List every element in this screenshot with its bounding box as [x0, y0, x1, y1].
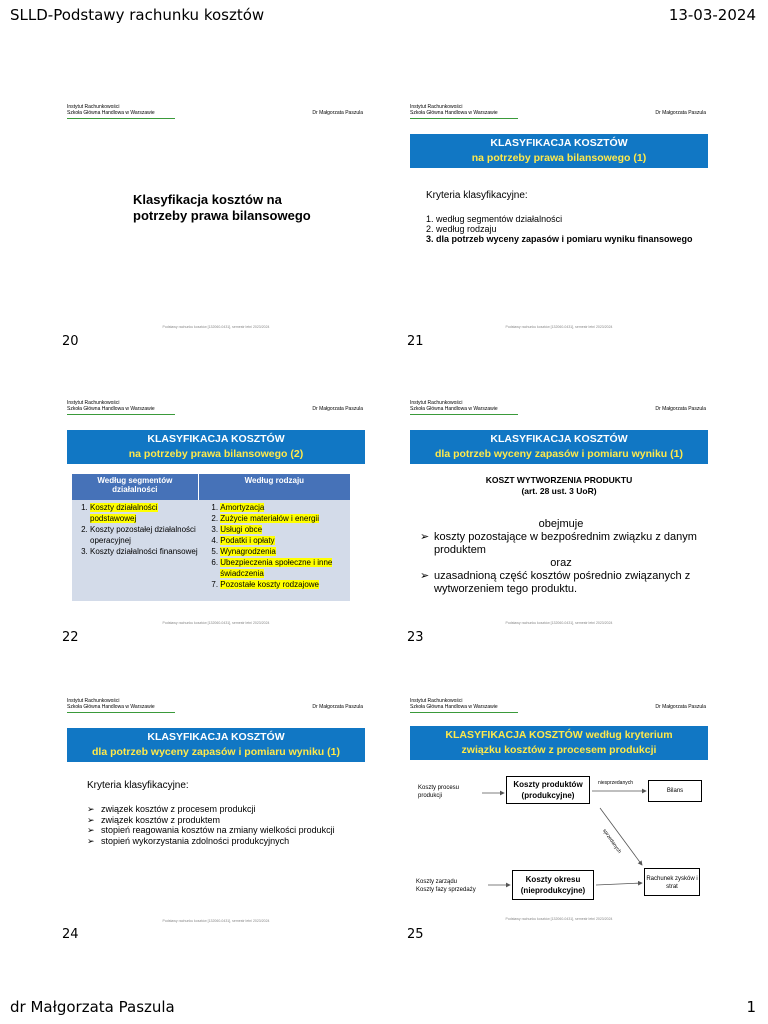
institute-label: Instytut Rachunkowości Szkoła Główna Handlowa w Warszawie: [67, 698, 155, 710]
green-divider: [410, 118, 518, 119]
institute-label: Instytut Rachunkowości Szkoła Główna Handlowa w Warszawie: [410, 400, 498, 412]
slide-23: [410, 400, 708, 625]
document-header-title: SLLD-Podstawy rachunku kosztów: [10, 6, 265, 24]
slide-number: 23: [407, 630, 424, 645]
author-label: Dr Małgorzata Paszula: [655, 110, 706, 116]
slide-footer: Podstawy rachunku kosztów [132060-0431], semestr letni 2023/2024: [505, 325, 613, 329]
slide-footer: Podstawy rachunku kosztów [132060-0431], semestr letni 2023/2024: [162, 621, 270, 625]
green-divider: [67, 118, 175, 119]
author-label: Dr Małgorzata Paszula: [312, 406, 363, 412]
slide-number: 22: [62, 630, 79, 645]
management-costs-label: Koszty zarządu Koszty fazy sprzedaży: [416, 879, 476, 893]
definition-body: obejmuje ➢ koszty pozostające w bezpośrednim związku z danym produktem oraz ➢ uzasadnioną część kosztów pośrednio związanych z wytworzeniem tego produktu.: [420, 518, 702, 596]
sold-label: sprzedanych: [601, 828, 623, 855]
author-label: Dr Małgorzata Paszula: [312, 704, 363, 710]
author-label: Dr Małgorzata Paszula: [655, 406, 706, 412]
slide-24: [67, 698, 365, 923]
institute-label: Instytut Rachunkowości Szkoła Główna Handlowa w Warszawie: [410, 104, 498, 116]
slide-21: [410, 104, 708, 329]
document-header-date: 13-03-2024: [668, 6, 756, 24]
slide-footer: Podstawy rachunku kosztów [132060-0431], semestr letni 2023/2024: [162, 919, 270, 923]
slide-lead: Kryteria klasyfikacyjne:: [426, 190, 528, 201]
slide-footer: Podstawy rachunku kosztów [132060-0431], semestr letni 2023/2024: [162, 325, 270, 329]
criteria-list: 1. według segmentów działalności 2. według rodzaju 3. dla potrzeb wyceny zapasów i pomiaru wyniku finansowego: [426, 214, 693, 244]
document-page-number: 1: [746, 998, 756, 1016]
period-costs-box: Koszty okresu (nieprodukcyjne): [512, 870, 594, 900]
document-footer-author: dr Małgorzata Paszula: [10, 998, 175, 1016]
income-statement-box: Rachunek zysków i strat: [644, 868, 700, 896]
institute-label: Instytut Rachunkowości Szkoła Główna Handlowa w Warszawie: [67, 104, 155, 116]
slide-number: 21: [407, 334, 424, 349]
slide-footer: Podstawy rachunku kosztów [132060-0431], semestr letni 2023/2024: [505, 917, 613, 921]
slide-footer: Podstawy rachunku kosztów [132060-0431], semestr letni 2023/2024: [505, 621, 613, 625]
slide-title: Klasyfikacja kosztów na potrzeby prawa bilansowego: [133, 192, 311, 223]
types-list: 1. Amortyzacja 2. Zużycie materiałów i energii 3. Usługi obce 4. Podatki i opłaty 5. Wynagrodzenia 6. Ubezpieczenia społeczne i inne świadczenia 7. Pozostałe koszty rodzajowe: [206, 502, 350, 590]
criteria-list: ➢ związek kosztów z procesem produkcji ➢ związek kosztów z produktem ➢ stopień reagowania kosztów na zmiany wielkości produkcji ➢ stopień wykorzystania zdolności produkcyjnych: [87, 804, 347, 846]
green-divider: [410, 414, 518, 415]
definition-heading: KOSZT WYTWORZENIA PRODUKTU (art. 28 ust. 3 UoR): [485, 475, 633, 496]
slide-banner: KLASYFIKACJA KOSZTÓW dla potrzeb wyceny zapasów i pomiaru wyniku (1): [410, 430, 708, 464]
slide-banner: KLASYFIKACJA KOSZTÓW na potrzeby prawa bilansowego (1): [410, 134, 708, 168]
balance-box: Bilans: [648, 780, 702, 802]
slide-banner: KLASYFIKACJA KOSZTÓW na potrzeby prawa bilansowego (2): [67, 430, 365, 464]
institute-label: Instytut Rachunkowości Szkoła Główna Handlowa w Warszawie: [67, 400, 155, 412]
process-costs-label: Koszty procesu produkcji: [418, 785, 460, 799]
author-label: Dr Małgorzata Paszula: [655, 704, 706, 710]
classification-table: [72, 474, 350, 601]
slide-25: [410, 698, 708, 923]
slide-number: 24: [62, 927, 79, 942]
table-header: Według segmentów działalności Według rodzaju: [72, 474, 350, 500]
slide-banner: KLASYFIKACJA KOSZTÓW dla potrzeb wyceny zapasów i pomiaru wyniku (1): [67, 728, 365, 762]
author-label: Dr Małgorzata Paszula: [312, 110, 363, 116]
green-divider: [67, 712, 175, 713]
slide-lead: Kryteria klasyfikacyjne:: [87, 780, 189, 791]
product-costs-box: Koszty produktów (produkcyjne): [506, 776, 590, 804]
slide-banner: KLASYFIKACJA KOSZTÓW według kryterium związku kosztów z procesem produkcji: [410, 726, 708, 760]
arrow-period-to-income: [596, 883, 642, 885]
slide-20: [67, 104, 365, 329]
unsold-label: niesprzedanych: [598, 780, 634, 786]
green-divider: [67, 414, 175, 415]
segments-list: 1. Koszty działalności podstawowej 2. Koszty pozostałej działalności operacyjnej 3. Koszty działalności finansowej: [76, 502, 202, 590]
slide-22: [67, 400, 365, 625]
slide-number: 20: [62, 334, 79, 349]
slide-number: 25: [407, 927, 424, 942]
institute-label: Instytut Rachunkowości Szkoła Główna Handlowa w Warszawie: [410, 698, 498, 710]
